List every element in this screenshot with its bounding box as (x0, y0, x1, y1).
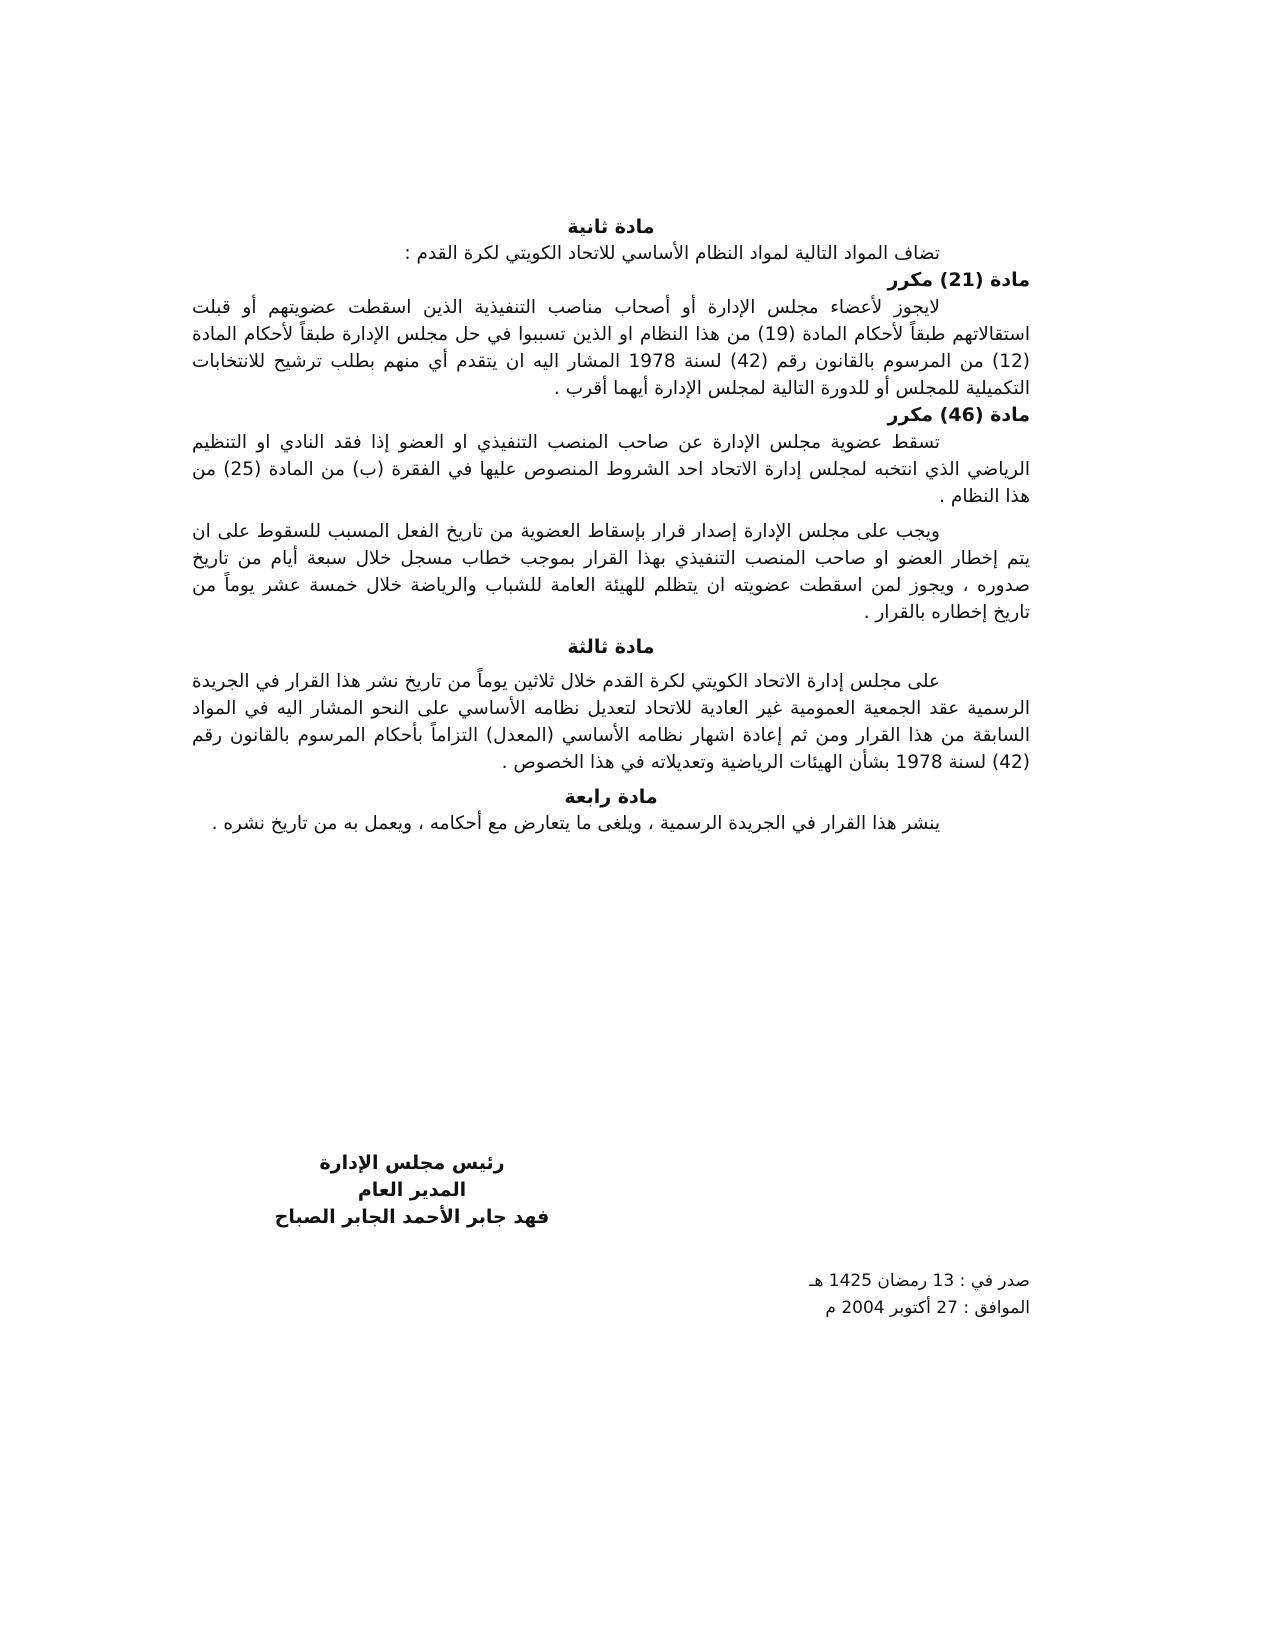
article-21-bis-text: لايجوز لأعضاء مجلس الإدارة أو أصحاب مناصب التنفيذية الذين اسقطت عضويتهم أو قبلت استقالاتهم طبقاً لأحكام المادة (19) من هذا النظام او الذين تسببوا في حل مجلس الإدارة طبقاً لأحكام المادة (12) من المرسوم بالقانون رقم (42) لسنة 1978 المشار اليه ان يتقدم أي منهم بطلب ترشيح للانتخابات التكميلية للمجلس أو للدورة التالية لمجلس الإدارة أيهما أقرب . (192, 297, 1030, 399)
article-4-heading: مادة رابعة (564, 786, 658, 808)
article-2-intro: تضاف المواد التالية لمواد النظام الأساسي للاتحاد الكويتي لكرة القدم : (404, 243, 940, 264)
article-2-heading: مادة ثانية (567, 216, 655, 238)
article-3-heading: مادة ثالثة (567, 636, 655, 658)
decree-body (192, 214, 1030, 837)
article-3-text: على مجلس إدارة الاتحاد الكويتي لكرة القدم خلال ثلاثين يوماً من تاريخ نشر هذا القرار في الجريدة الرسمية عقد الجمعية العمومية غير العادية للاتحاد لتعديل نظامه الأساسي على النحو المشار اليه في المواد السابقة من هذا القرار ومن ثم إعادة اشهار نظامه الأساسي (المعدل) التزاماً بأحكام المرسوم بالقانون رقم (42) لسنة 1978 بشأن الهيئات الرياضية وتعديلاته في هذا الخصوص . (192, 671, 1030, 773)
issued-date: صدر في : 13 رمضان 1425 هـ (809, 1271, 1030, 1291)
section-gap (192, 776, 1030, 784)
signatory-role: المدير العام (357, 1179, 467, 1201)
signature-block (192, 1150, 632, 1231)
section-gap (192, 626, 1030, 634)
article-21-bis-heading: مادة (21) مكرر (887, 269, 1030, 291)
signatory-name: فهد جابر الأحمد الجابر الصباح (274, 1206, 550, 1228)
date-block (770, 1268, 1030, 1322)
article-46-bis-paragraph-1: تسقط عضوية مجلس الإدارة عن صاحب المنصب التنفيذي او العضو إذا فقد النادي او التنظيم الرياضي الذي انتخبه لمجلس إدارة الاتحاد احد الشروط المنصوص عليها في الفقرة (ب) من المادة (25) من هذا النظام . (192, 432, 1030, 507)
paragraph-gap (192, 510, 1030, 518)
article-46-bis-paragraph-2: ويجب على مجلس الإدارة إصدار قرار بإسقاط العضوية من تاريخ الفعل المسبب للسقوط على ان يتم إخطار العضو او صاحب المنصب التنفيذي بهذا القرار بموجب خطاب مسجل خلال سبعة أيام من تاريخ صدوره ، ويجوز لمن اسقطت عضويته ان يتظلم للهيئة العامة للشباب والرياضة خلال خمسة عشر يوماً من تاريخ إخطاره بالقرار . (192, 521, 1030, 623)
article-46-bis-heading: مادة (46) مكرر (887, 404, 1030, 426)
corresponding-date: الموافق : 27 أكتوبر 2004 م (825, 1298, 1030, 1318)
signatory-title: رئيس مجلس الإدارة (319, 1152, 505, 1174)
section-gap (192, 660, 1030, 668)
article-4-text: ينشر هذا القرار في الجريدة الرسمية ، ويلغى ما يتعارض مع أحكامه ، ويعمل به من تاريخ نشره . (211, 813, 940, 834)
